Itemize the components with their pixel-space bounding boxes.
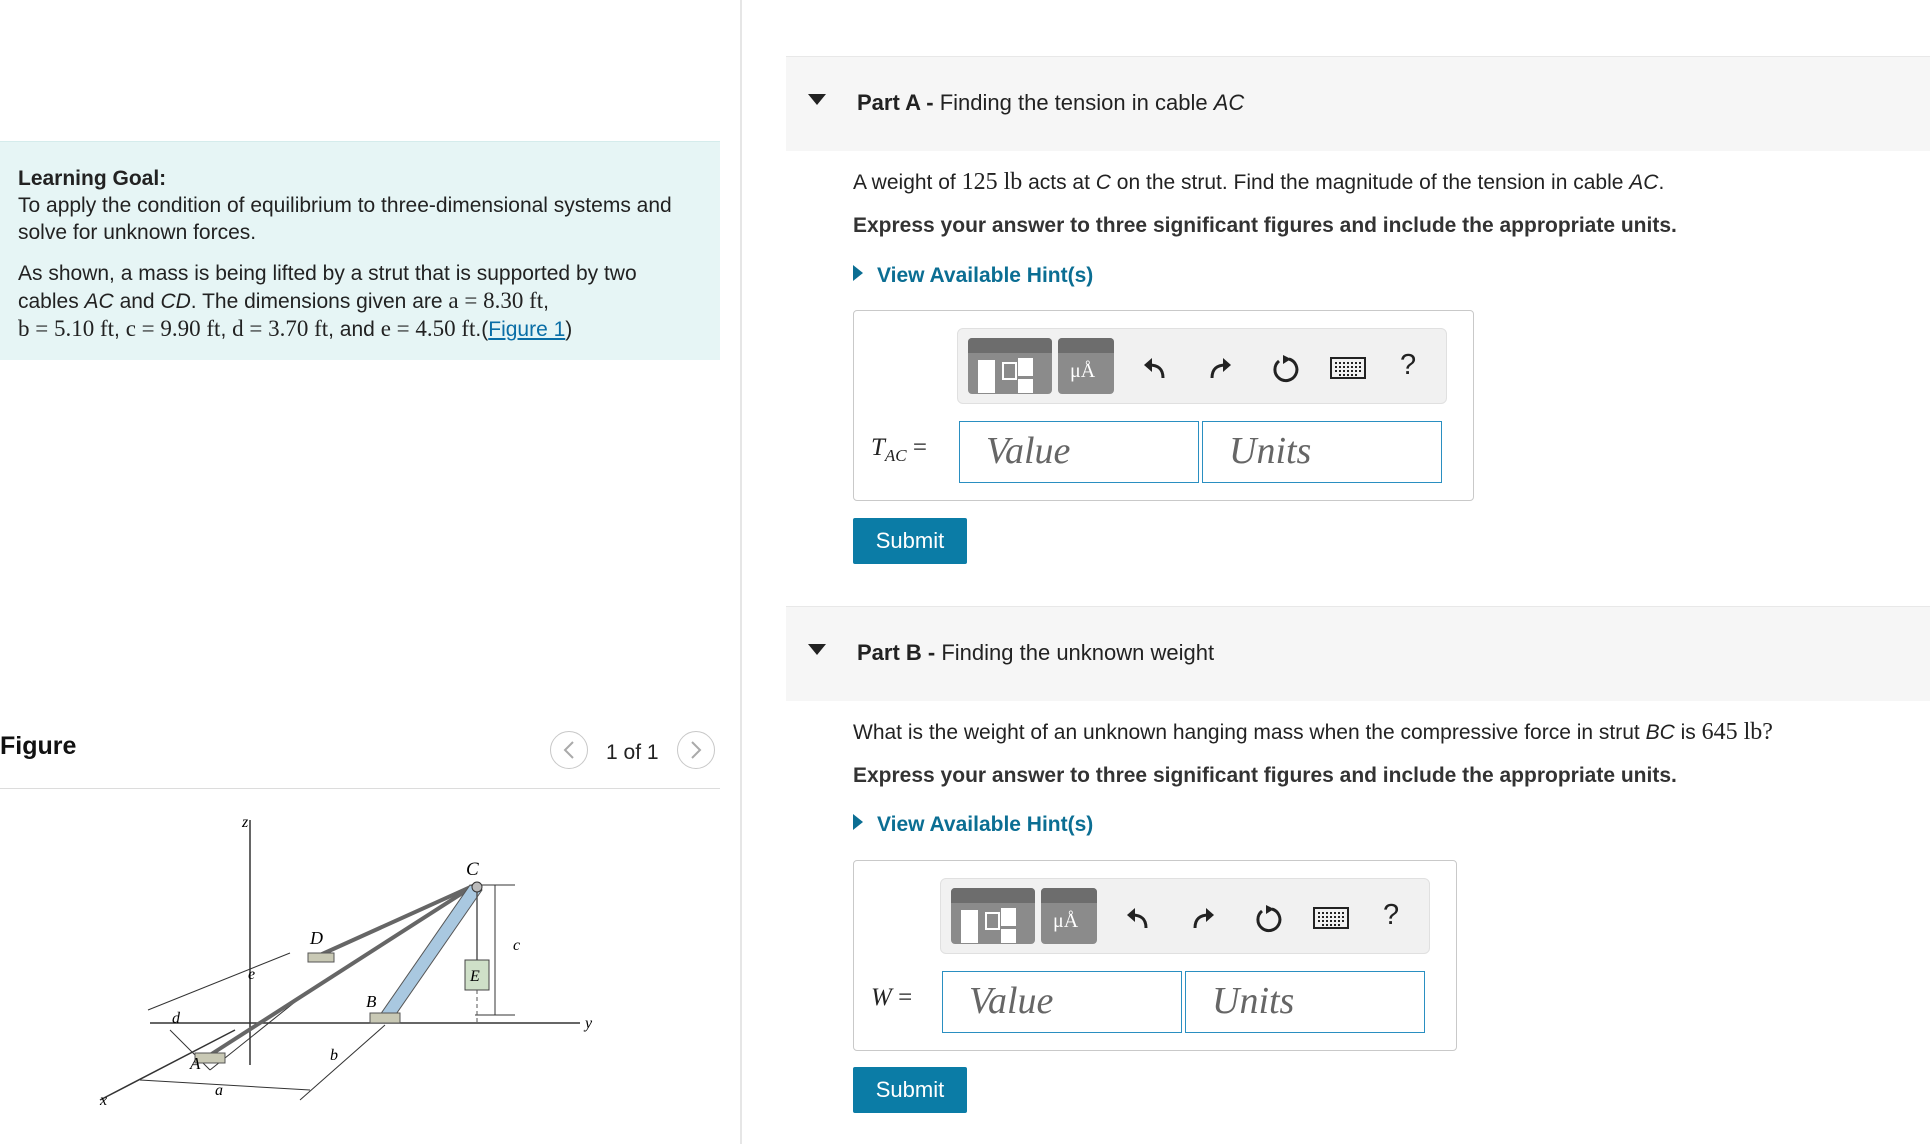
part-b-title-text: Finding the unknown weight — [941, 640, 1215, 665]
separator: , — [220, 318, 233, 341]
point-a-label: A — [190, 1054, 201, 1073]
learning-goal-heading: Learning Goal: — [18, 167, 167, 190]
value-input[interactable]: Value — [942, 971, 1182, 1033]
units-input[interactable]: Units — [1185, 971, 1425, 1033]
statement-text: . The dimensions given are — [190, 290, 449, 313]
part-a-hint-toggle[interactable] — [853, 264, 1093, 288]
part-b-answer-box — [853, 860, 1457, 1051]
dim-c-label: c — [513, 937, 521, 954]
units-button[interactable] — [1058, 338, 1114, 394]
part-a-label: Part A - — [857, 90, 940, 115]
figure-header — [0, 730, 720, 789]
part-a-answer-box — [853, 310, 1474, 501]
figure-prev-button[interactable] — [550, 731, 588, 769]
dimension-c: c = 9.90 ft — [125, 316, 221, 341]
separator: , and — [328, 318, 381, 341]
undo-button[interactable] — [1121, 901, 1155, 935]
reset-button[interactable] — [1251, 901, 1285, 935]
statement-text: and — [113, 290, 161, 313]
templates-button[interactable] — [951, 888, 1035, 944]
variable-subscript: AC — [884, 446, 907, 465]
question-text: on the strut. Find the magnitude of the tension in cable — [1110, 171, 1630, 194]
reset-button[interactable] — [1268, 351, 1302, 385]
equals-sign: = — [906, 434, 927, 461]
part-a-question — [853, 169, 1664, 196]
units-button-text: μÅ — [1053, 910, 1079, 932]
units-button[interactable] — [1041, 888, 1097, 944]
part-a-header[interactable] — [786, 56, 1930, 151]
part-a-submit-button[interactable]: Submit — [853, 518, 967, 564]
pane-divider — [740, 0, 742, 1144]
strut-cable-diagram — [90, 815, 610, 1115]
redo-icon — [1206, 354, 1234, 382]
problem-statement — [18, 260, 702, 343]
point-e-label: E — [470, 968, 480, 985]
help-icon: ? — [1383, 899, 1400, 931]
hint-label: View Available Hint(s) — [877, 264, 1094, 287]
variable-w: W — [871, 984, 892, 1011]
cable-cd-label: CD — [160, 290, 191, 313]
chevron-right-icon — [689, 740, 703, 760]
question-text: A weight of — [853, 171, 962, 194]
axis-z-label: z — [242, 815, 249, 831]
variable-t: T — [871, 434, 885, 461]
math-toolbar — [940, 878, 1430, 954]
question-cable: AC — [1629, 171, 1659, 194]
chevron-left-icon — [562, 740, 576, 760]
question-force: 645 lb — [1701, 719, 1763, 745]
part-a-title — [857, 90, 1244, 116]
dim-e-label: e — [248, 966, 256, 983]
dimension-b: b = 5.10 ft — [18, 316, 115, 341]
redo-button[interactable] — [1203, 351, 1237, 385]
redo-button[interactable] — [1186, 901, 1220, 935]
collapse-triangle-icon[interactable] — [808, 94, 826, 105]
value-input[interactable]: Value — [959, 421, 1199, 483]
question-text: acts at — [1022, 171, 1096, 194]
units-input[interactable]: Units — [1202, 421, 1442, 483]
part-a-title-var: AC — [1213, 90, 1245, 115]
learning-goal-box — [0, 141, 720, 360]
separator: ) — [565, 318, 573, 341]
question-text: is — [1674, 721, 1702, 744]
undo-icon — [1141, 354, 1169, 382]
separator: , — [114, 318, 126, 341]
separator: .( — [475, 318, 489, 341]
reset-icon — [1253, 903, 1283, 933]
keyboard-button[interactable] — [1311, 901, 1351, 935]
hint-label: View Available Hint(s) — [877, 813, 1094, 836]
left-pane — [0, 0, 740, 1144]
question-weight: 125 lb — [961, 169, 1023, 195]
undo-icon — [1124, 904, 1152, 932]
reset-icon — [1270, 353, 1300, 383]
part-b-header[interactable] — [786, 606, 1930, 701]
caret-right-icon — [853, 265, 863, 281]
dim-b-label: b — [330, 1047, 338, 1064]
part-b-question — [853, 719, 1773, 746]
keyboard-icon — [1313, 907, 1349, 929]
dimension-d: d = 3.70 ft — [232, 316, 329, 341]
answer-variable-label — [871, 984, 912, 1012]
keyboard-button[interactable] — [1328, 351, 1368, 385]
figure-counter: 1 of 1 — [606, 741, 659, 764]
question-strut: BC — [1645, 721, 1675, 744]
redo-icon — [1189, 904, 1217, 932]
cable-ac-label: AC — [84, 290, 114, 313]
part-b-express-instructions: Express your answer to three significant figures and include the appropriate units. — [853, 764, 1677, 787]
math-toolbar — [957, 328, 1447, 404]
templates-button[interactable] — [968, 338, 1052, 394]
axis-y-label: y — [585, 1015, 593, 1032]
dimension-a: a = 8.30 ft — [448, 288, 544, 313]
equals-sign: = — [891, 984, 913, 1011]
keyboard-icon — [1330, 357, 1366, 379]
separator: , — [543, 290, 549, 313]
question-text: . — [1658, 171, 1665, 194]
collapse-triangle-icon[interactable] — [808, 644, 826, 655]
figure-next-button[interactable] — [677, 731, 715, 769]
question-point: C — [1095, 171, 1111, 194]
part-b-submit-button[interactable]: Submit — [853, 1067, 967, 1113]
undo-button[interactable] — [1138, 351, 1172, 385]
part-b-label: Part B - — [857, 640, 942, 665]
learning-goal-text: To apply the condition of equilibrium to three-dimensional systems and solve for unknown forces. — [18, 194, 672, 244]
caret-right-icon — [853, 814, 863, 830]
part-a-express-instructions: Express your answer to three significant figures and include the appropriate units. — [853, 214, 1677, 237]
question-text: ? — [1762, 719, 1773, 745]
part-a-title-text: Finding the tension in cable — [939, 90, 1214, 115]
point-b-label: B — [366, 992, 377, 1011]
question-text: What is the weight of an unknown hanging mass when the compressive force in strut — [853, 721, 1646, 744]
part-b-hint-toggle[interactable] — [853, 813, 1093, 837]
help-icon: ? — [1400, 349, 1417, 381]
units-button-text: μÅ — [1070, 360, 1096, 382]
dim-a-label: a — [215, 1082, 223, 1099]
help-button[interactable] — [1383, 899, 1399, 932]
figure-title: Figure — [0, 732, 77, 760]
point-d-label: D — [310, 928, 323, 948]
figure-link[interactable]: Figure 1 — [488, 318, 566, 341]
dimension-e: e = 4.50 ft — [380, 316, 476, 341]
answer-variable-label — [871, 434, 927, 466]
help-button[interactable] — [1400, 349, 1416, 382]
axis-x-label: x — [100, 1092, 108, 1109]
dim-d-label: d — [172, 1010, 180, 1027]
statement-text: As shown, a mass is being lifted by a strut that is supported by two cables — [18, 262, 637, 313]
part-b-title — [857, 640, 1214, 666]
point-c-label: C — [466, 859, 479, 880]
